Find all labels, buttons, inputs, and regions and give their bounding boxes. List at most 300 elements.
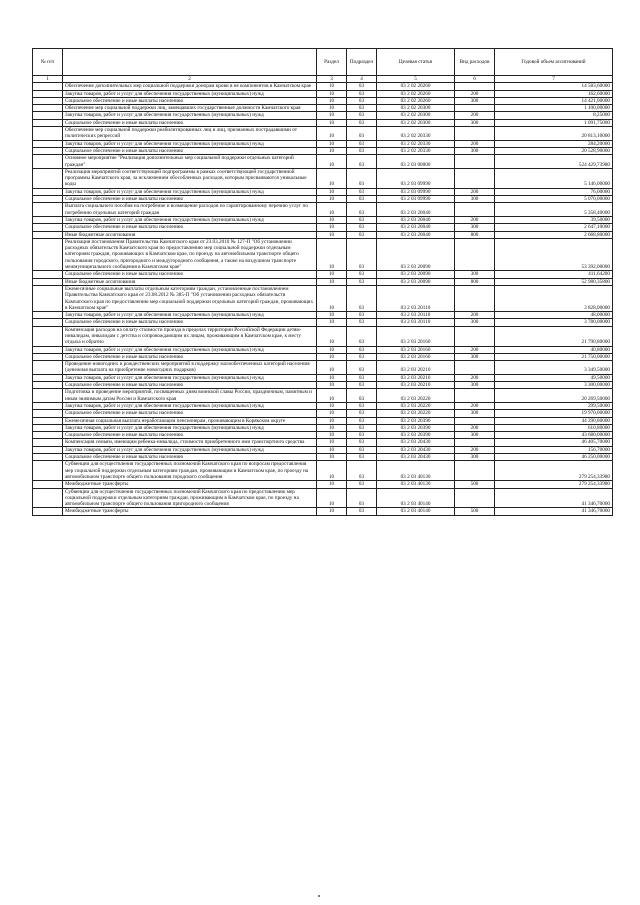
row-expense-type-cell: 300 [455,271,495,278]
row-number-cell [33,461,63,481]
row-amount-cell: 43 680,00000 [495,432,613,439]
row-podrazdel-cell: 03 [347,97,377,104]
row-amount-cell: 5 358,40000 [495,203,613,217]
row-amount-cell: 20 528,90000 [495,147,613,154]
row-podrazdel-cell: 03 [347,196,377,203]
row-razdel-cell: 10 [317,278,347,285]
row-expense-type-cell [455,461,495,481]
row-amount-cell: 8,25000 [495,112,613,119]
row-podrazdel-cell: 03 [347,361,377,375]
row-expense-type-cell: 200 [455,424,495,431]
table-row [33,203,613,217]
column-number: 2 [63,76,317,83]
row-name-cell: Подготовка и проведение мероприятий, посвященных дням воинской славы России, праздничным, памятным и иным значимым датам России и Камчатского края [63,389,317,403]
row-number-cell [33,196,63,203]
page-mark [318,895,320,897]
row-amount-cell: 40,80000 [495,346,613,353]
row-number-cell [33,285,63,311]
row-podrazdel-cell: 03 [347,402,377,409]
row-number-cell [33,105,63,112]
row-target-item-cell: 03 2 02 20260 [377,90,455,97]
row-target-item-cell: 03 2 02 20300 [377,119,455,126]
row-number-cell [33,439,63,446]
row-expense-type-cell: 200 [455,446,495,453]
row-name-cell: Социальное обеспечение и иные выплаты населению [63,196,317,203]
row-amount-cell: 5 070,00000 [495,196,613,203]
row-expense-type-cell [455,439,495,446]
row-amount-cell: 162,60000 [495,90,613,97]
row-number-cell [33,216,63,223]
row-podrazdel-cell: 03 [347,481,377,488]
row-name-cell: Социальное обеспечение и иные выплаты населению [63,353,317,360]
row-podrazdel-cell: 03 [347,238,377,270]
table-row [33,83,613,90]
row-amount-cell: 3 300,00000 [495,382,613,389]
table-row [33,382,613,389]
table-row [33,105,613,112]
row-number-cell [33,278,63,285]
row-amount-cell: 156,70000 [495,446,613,453]
row-razdel-cell: 10 [317,285,347,311]
table-row [33,112,613,119]
row-podrazdel-cell: 03 [347,439,377,446]
table-row [33,353,613,360]
row-podrazdel-cell: 03 [347,278,377,285]
row-name-cell: Компенсация семьям, имеющим ребенка-инвалида, стоимости приобретенного ими транспортного средства [63,439,317,446]
row-target-item-cell: 03 2 03 20110 [377,319,455,326]
row-target-item-cell: 03 2 03 20110 [377,285,455,311]
row-name-cell: Ежемесячная социальная выплата неработающим пенсионерам, проживающим в Корякском округе [63,417,317,424]
row-name-cell: Закупка товаров, работ и услуг для обеспечения государственных (муниципальных) нужд [63,402,317,409]
row-number-cell [33,389,63,403]
row-razdel-cell: 10 [317,374,347,381]
row-number-cell [33,402,63,409]
row-podrazdel-cell: 03 [347,155,377,169]
row-amount-cell: 48,00000 [495,312,613,319]
row-target-item-cell: 03 2 03 20220 [377,410,455,417]
column-number: 6 [455,76,495,83]
row-name-cell: Социальное обеспечение и иные выплаты населению [63,271,317,278]
row-podrazdel-cell: 03 [347,374,377,381]
row-razdel-cell: 10 [317,446,347,453]
row-razdel-cell: 10 [317,97,347,104]
table-row [33,119,613,126]
row-podrazdel-cell: 03 [347,432,377,439]
row-target-item-cell: 03 2 03 20210 [377,361,455,375]
table-row [33,326,613,346]
row-razdel-cell: 10 [317,196,347,203]
table-row [33,97,613,104]
table-row [33,285,613,311]
table-row [33,410,613,417]
row-expense-type-cell [455,238,495,270]
row-podrazdel-cell: 03 [347,119,377,126]
table-row [33,488,613,508]
row-number-cell [33,238,63,270]
row-name-cell: Социальное обеспечение и иные выплаты населению [63,454,317,461]
budget-table [32,48,613,516]
row-expense-type-cell: 300 [455,454,495,461]
row-name-cell: Ежемесячные социальные выплаты отдельным категориям граждан, установленные постановлением Правительства Камчатского края от 23.08.2012 № 385-П "Об установлении расходных обязательств Камчатского края по предоставлению мер социальной поддержки отдельных категорий граждан, проживающих в Камчатском крае" [63,285,317,311]
row-expense-type-cell [455,127,495,141]
row-amount-cell: 279 254,33980 [495,461,613,481]
row-number-cell [33,346,63,353]
row-expense-type-cell: 500 [455,508,495,515]
table-row [33,155,613,169]
row-amount-cell: 46 250,00000 [495,454,613,461]
row-amount-cell: 21 750,00000 [495,353,613,360]
row-number-cell [33,271,63,278]
row-target-item-cell: 03 2 03 20210 [377,374,455,381]
row-number-cell [33,508,63,515]
table-row [33,389,613,403]
row-number-cell [33,90,63,97]
row-razdel-cell: 10 [317,424,347,431]
row-name-cell: Реализация мероприятий соответствующей подпрограммы в рамках соответствующей государственной программы Камчатского края, за исключением обособленных расходов, которым присваиваются уникальные коды [63,168,317,188]
row-razdel-cell: 10 [317,147,347,154]
row-name-cell: Закупка товаров, работ и услуг для обеспечения государственных (муниципальных) нужд [63,424,317,431]
row-target-item-cell: 03 2 03 40130 [377,461,455,481]
row-target-item-cell: 03 2 03 20390 [377,432,455,439]
table-row [33,271,613,278]
row-razdel-cell: 10 [317,127,347,141]
table-row [33,90,613,97]
row-podrazdel-cell: 03 [347,203,377,217]
row-name-cell: Социальное обеспечение и иные выплаты населению [63,97,317,104]
row-name-cell: Субвенции для осуществления государственных полномочий Камчатского края по вопросам предоставления мер социальной поддержки отдельным категориям граждан, проживающим в Камчатском крае, по проезду на автомобильном транспорте общего пользования городского сообщения [63,461,317,481]
row-target-item-cell: 03 2 03 20210 [377,382,455,389]
row-name-cell: Закупка товаров, работ и услуг для обеспечения государственных (муниципальных) нужд [63,140,317,147]
row-expense-type-cell: 800 [455,231,495,238]
row-target-item-cell: 03 2 03 20160 [377,326,455,346]
row-number-cell [33,326,63,346]
column-number-row [33,76,613,83]
row-target-item-cell: 03 2 03 20390 [377,417,455,424]
table-row [33,461,613,481]
column-number: 3 [317,76,347,83]
row-target-item-cell: 03 2 03 20040 [377,224,455,231]
row-target-item-cell: 03 2 03 09990 [377,196,455,203]
row-amount-cell: 41 346,70000 [495,508,613,515]
row-podrazdel-cell: 03 [347,224,377,231]
table-row [33,402,613,409]
row-razdel-cell: 10 [317,346,347,353]
row-podrazdel-cell: 03 [347,127,377,141]
row-name-cell: Основное мероприятие "Реализация дополнительных мер социальной поддержки отдельных категорий граждан" [63,155,317,169]
budget-table-sheet [32,48,612,516]
row-expense-type-cell [455,326,495,346]
row-razdel-cell: 10 [317,231,347,238]
row-number-cell [33,432,63,439]
row-target-item-cell: 03 2 03 09990 [377,188,455,195]
row-podrazdel-cell: 03 [347,285,377,311]
row-name-cell: Проведение новогодних и рождественских мероприятий в поддержку малообеспеченных категорий населения (денежная выплата на приобретение новогодних подарков) [63,361,317,375]
row-podrazdel-cell: 03 [347,454,377,461]
row-target-item-cell: 03 2 03 40140 [377,488,455,508]
row-name-cell: Закупка товаров, работ и услуг для обеспечения государственных (муниципальных) нужд [63,446,317,453]
row-expense-type-cell [455,285,495,311]
row-razdel-cell: 10 [317,319,347,326]
header-target-item: Целевая статья [377,49,455,76]
row-number-cell [33,410,63,417]
row-number-cell [33,488,63,508]
table-row [33,147,613,154]
row-target-item-cell: 03 2 03 20160 [377,346,455,353]
table-row [33,188,613,195]
row-number-cell [33,382,63,389]
row-target-item-cell: 03 2 02 20330 [377,147,455,154]
row-target-item-cell: 03 2 02 20260 [377,97,455,104]
row-name-cell: Социальное обеспечение и иные выплаты населению [63,147,317,154]
row-razdel-cell: 10 [317,112,347,119]
table-row [33,216,613,223]
row-target-item-cell: 03 2 03 20160 [377,353,455,360]
header-expense-type: Вид расходов [455,49,495,76]
table-row [33,417,613,424]
row-target-item-cell: 03 2 03 20040 [377,231,455,238]
row-razdel-cell: 10 [317,481,347,488]
row-razdel-cell: 10 [317,312,347,319]
table-row [33,454,613,461]
row-expense-type-cell: 300 [455,410,495,417]
row-target-item-cell: 03 2 03 20430 [377,446,455,453]
row-expense-type-cell: 300 [455,224,495,231]
row-podrazdel-cell: 03 [347,168,377,188]
row-number-cell [33,446,63,453]
row-number-cell [33,454,63,461]
table-row [33,127,613,141]
header-annual-amount: Годовой объем ассигнований [495,49,613,76]
row-expense-type-cell: 300 [455,97,495,104]
row-amount-cell: 411,64200 [495,271,613,278]
row-amount-cell: 3 780,00000 [495,319,613,326]
row-expense-type-cell: 300 [455,353,495,360]
row-number-cell [33,83,63,90]
row-razdel-cell: 10 [317,361,347,375]
row-expense-type-cell [455,83,495,90]
row-amount-cell: 2 647,10000 [495,224,613,231]
row-target-item-cell: 03 2 03 40130 [377,481,455,488]
column-number: 4 [347,76,377,83]
row-amount-cell: 284,20000 [495,140,613,147]
row-amount-cell: 44 290,80000 [495,417,613,424]
table-row [33,346,613,353]
table-row [33,224,613,231]
row-target-item-cell: 03 2 02 20330 [377,140,455,147]
row-expense-type-cell [455,488,495,508]
row-number-cell [33,127,63,141]
row-razdel-cell: 10 [317,140,347,147]
row-amount-cell: 5 146,00000 [495,168,613,188]
row-podrazdel-cell: 03 [347,271,377,278]
row-target-item-cell: 03 2 03 20430 [377,439,455,446]
row-target-item-cell: 03 2 02 20300 [377,105,455,112]
row-name-cell: Социальное обеспечение и иные выплаты населению [63,224,317,231]
table-row [33,439,613,446]
header-razdel: Раздел [317,49,347,76]
row-amount-cell: 21 790,80000 [495,326,613,346]
row-razdel-cell: 10 [317,454,347,461]
row-podrazdel-cell: 03 [347,488,377,508]
row-target-item-cell: 03 2 02 20260 [377,83,455,90]
row-name-cell: Межбюджетные трансферты [63,508,317,515]
row-target-item-cell: 03 2 03 20110 [377,312,455,319]
row-expense-type-cell [455,389,495,403]
row-target-item-cell: 03 2 03 20220 [377,402,455,409]
row-name-cell: Обеспечение мер социальной поддержки реабилитированных лиц и лиц, признанных пострадавшими от политических репрессий [63,127,317,141]
row-target-item-cell: 03 2 02 20300 [377,112,455,119]
row-expense-type-cell: 300 [455,432,495,439]
row-expense-type-cell: 300 [455,382,495,389]
row-razdel-cell: 10 [317,83,347,90]
row-amount-cell: 1 100,00000 [495,105,613,112]
row-name-cell: Субвенции для осуществления государственных полномочий Камчатского края по предоставлению мер социальной поддержки отдельным категориям граждан, проживающим в Камчатском крае, по проезду на автомобильном транспорте общего пользования пригородного сообщения [63,488,317,508]
row-name-cell: Социальное обеспечение и иные выплаты населению [63,319,317,326]
row-target-item-cell: 03 2 03 20090 [377,278,455,285]
row-amount-cell: 49,50000 [495,374,613,381]
row-podrazdel-cell: 03 [347,326,377,346]
row-amount-cell: 279 254,33980 [495,481,613,488]
row-razdel-cell: 10 [317,119,347,126]
table-row [33,446,613,453]
row-podrazdel-cell: 03 [347,508,377,515]
row-amount-cell: 39,50000 [495,216,613,223]
row-podrazdel-cell: 03 [347,105,377,112]
row-razdel-cell: 10 [317,326,347,346]
table-row [33,140,613,147]
table-row [33,278,613,285]
row-expense-type-cell: 200 [455,312,495,319]
row-razdel-cell: 10 [317,188,347,195]
row-number-cell [33,203,63,217]
row-number-cell [33,312,63,319]
row-expense-type-cell [455,155,495,169]
row-razdel-cell: 10 [317,105,347,112]
row-name-cell: Социальное обеспечение и иные выплаты населению [63,382,317,389]
row-razdel-cell: 10 [317,238,347,270]
row-target-item-cell: 03 2 03 00000 [377,155,455,169]
row-name-cell: Социальное обеспечение и иные выплаты населению [63,432,317,439]
row-number-cell [33,112,63,119]
row-expense-type-cell [455,105,495,112]
row-podrazdel-cell: 03 [347,188,377,195]
row-number-cell [33,224,63,231]
row-number-cell [33,119,63,126]
row-podrazdel-cell: 03 [347,389,377,403]
row-expense-type-cell: 200 [455,112,495,119]
table-row [33,312,613,319]
row-target-item-cell: 03 2 03 20090 [377,271,455,278]
table-header-row [33,49,613,76]
row-target-item-cell: 03 2 02 20330 [377,127,455,141]
row-podrazdel-cell: 03 [347,424,377,431]
row-expense-type-cell [455,361,495,375]
row-expense-type-cell: 300 [455,319,495,326]
row-amount-cell: 76,00000 [495,188,613,195]
row-amount-cell: 1 091,75000 [495,119,613,126]
row-amount-cell: 19 970,00000 [495,410,613,417]
row-number-cell [33,231,63,238]
row-podrazdel-cell: 03 [347,382,377,389]
row-podrazdel-cell: 03 [347,410,377,417]
row-podrazdel-cell: 03 [347,346,377,353]
table-row [33,196,613,203]
row-razdel-cell: 10 [317,432,347,439]
row-name-cell: Закупка товаров, работ и услуг для обеспечения государственных (муниципальных) нужд [63,346,317,353]
column-number: 1 [33,76,63,83]
row-expense-type-cell: 300 [455,196,495,203]
row-amount-cell: 52 980,35800 [495,278,613,285]
table-row [33,432,613,439]
row-expense-type-cell: 800 [455,278,495,285]
table-row [33,508,613,515]
row-razdel-cell: 10 [317,417,347,424]
row-razdel-cell: 10 [317,271,347,278]
row-expense-type-cell [455,417,495,424]
row-name-cell: Закупка товаров, работ и услуг для обеспечения государственных (муниципальных) нужд [63,216,317,223]
row-expense-type-cell: 300 [455,119,495,126]
row-podrazdel-cell: 03 [347,231,377,238]
row-expense-type-cell: 200 [455,374,495,381]
row-number-cell [33,353,63,360]
row-number-cell [33,417,63,424]
row-podrazdel-cell: 03 [347,216,377,223]
row-expense-type-cell: 200 [455,346,495,353]
row-razdel-cell: 10 [317,508,347,515]
row-name-cell: Компенсация расходов на оплату стоимости проезда в пределах территории Российской Федерации детям-инвалидам, инвалидам с детства и сопровождающим их лицам, проживающим в Камчатском крае, к месту отдыха и обратно [63,326,317,346]
row-expense-type-cell: 300 [455,147,495,154]
row-number-cell [33,319,63,326]
header-podrazdel: Подраздел [347,49,377,76]
row-number-cell [33,168,63,188]
table-row [33,319,613,326]
row-razdel-cell: 10 [317,90,347,97]
row-target-item-cell: 03 2 03 09990 [377,168,455,188]
row-expense-type-cell: 200 [455,90,495,97]
row-name-cell: Закупка товаров, работ и услуг для обеспечения государственных (муниципальных) нужд [63,312,317,319]
table-row [33,238,613,270]
row-expense-type-cell [455,168,495,188]
row-amount-cell: 610,80000 [495,424,613,431]
row-podrazdel-cell: 03 [347,90,377,97]
row-number-cell [33,140,63,147]
row-target-item-cell: 03 2 03 20040 [377,203,455,217]
row-amount-cell: 46 405,70000 [495,439,613,446]
row-razdel-cell: 10 [317,402,347,409]
column-number: 5 [377,76,455,83]
row-podrazdel-cell: 03 [347,83,377,90]
row-amount-cell: 3 828,00000 [495,285,613,311]
table-body [33,83,613,515]
row-target-item-cell: 03 2 03 20090 [377,238,455,270]
row-amount-cell: 3 349,50000 [495,361,613,375]
row-razdel-cell: 10 [317,155,347,169]
table-row [33,424,613,431]
row-target-item-cell: 03 2 03 20220 [377,389,455,403]
row-amount-cell: 14 421,00000 [495,97,613,104]
row-razdel-cell: 10 [317,389,347,403]
table-row [33,168,613,188]
row-name-cell: Закупка товаров, работ и услуг для обеспечения государственных (муниципальных) нужд [63,374,317,381]
row-name-cell: Межбюджетные трансферты [63,481,317,488]
row-podrazdel-cell: 03 [347,353,377,360]
row-name-cell: Социальное обеспечение и иные выплаты населению [63,410,317,417]
row-number-cell [33,361,63,375]
row-razdel-cell: 10 [317,168,347,188]
row-number-cell [33,424,63,431]
row-podrazdel-cell: 03 [347,112,377,119]
row-podrazdel-cell: 03 [347,147,377,154]
